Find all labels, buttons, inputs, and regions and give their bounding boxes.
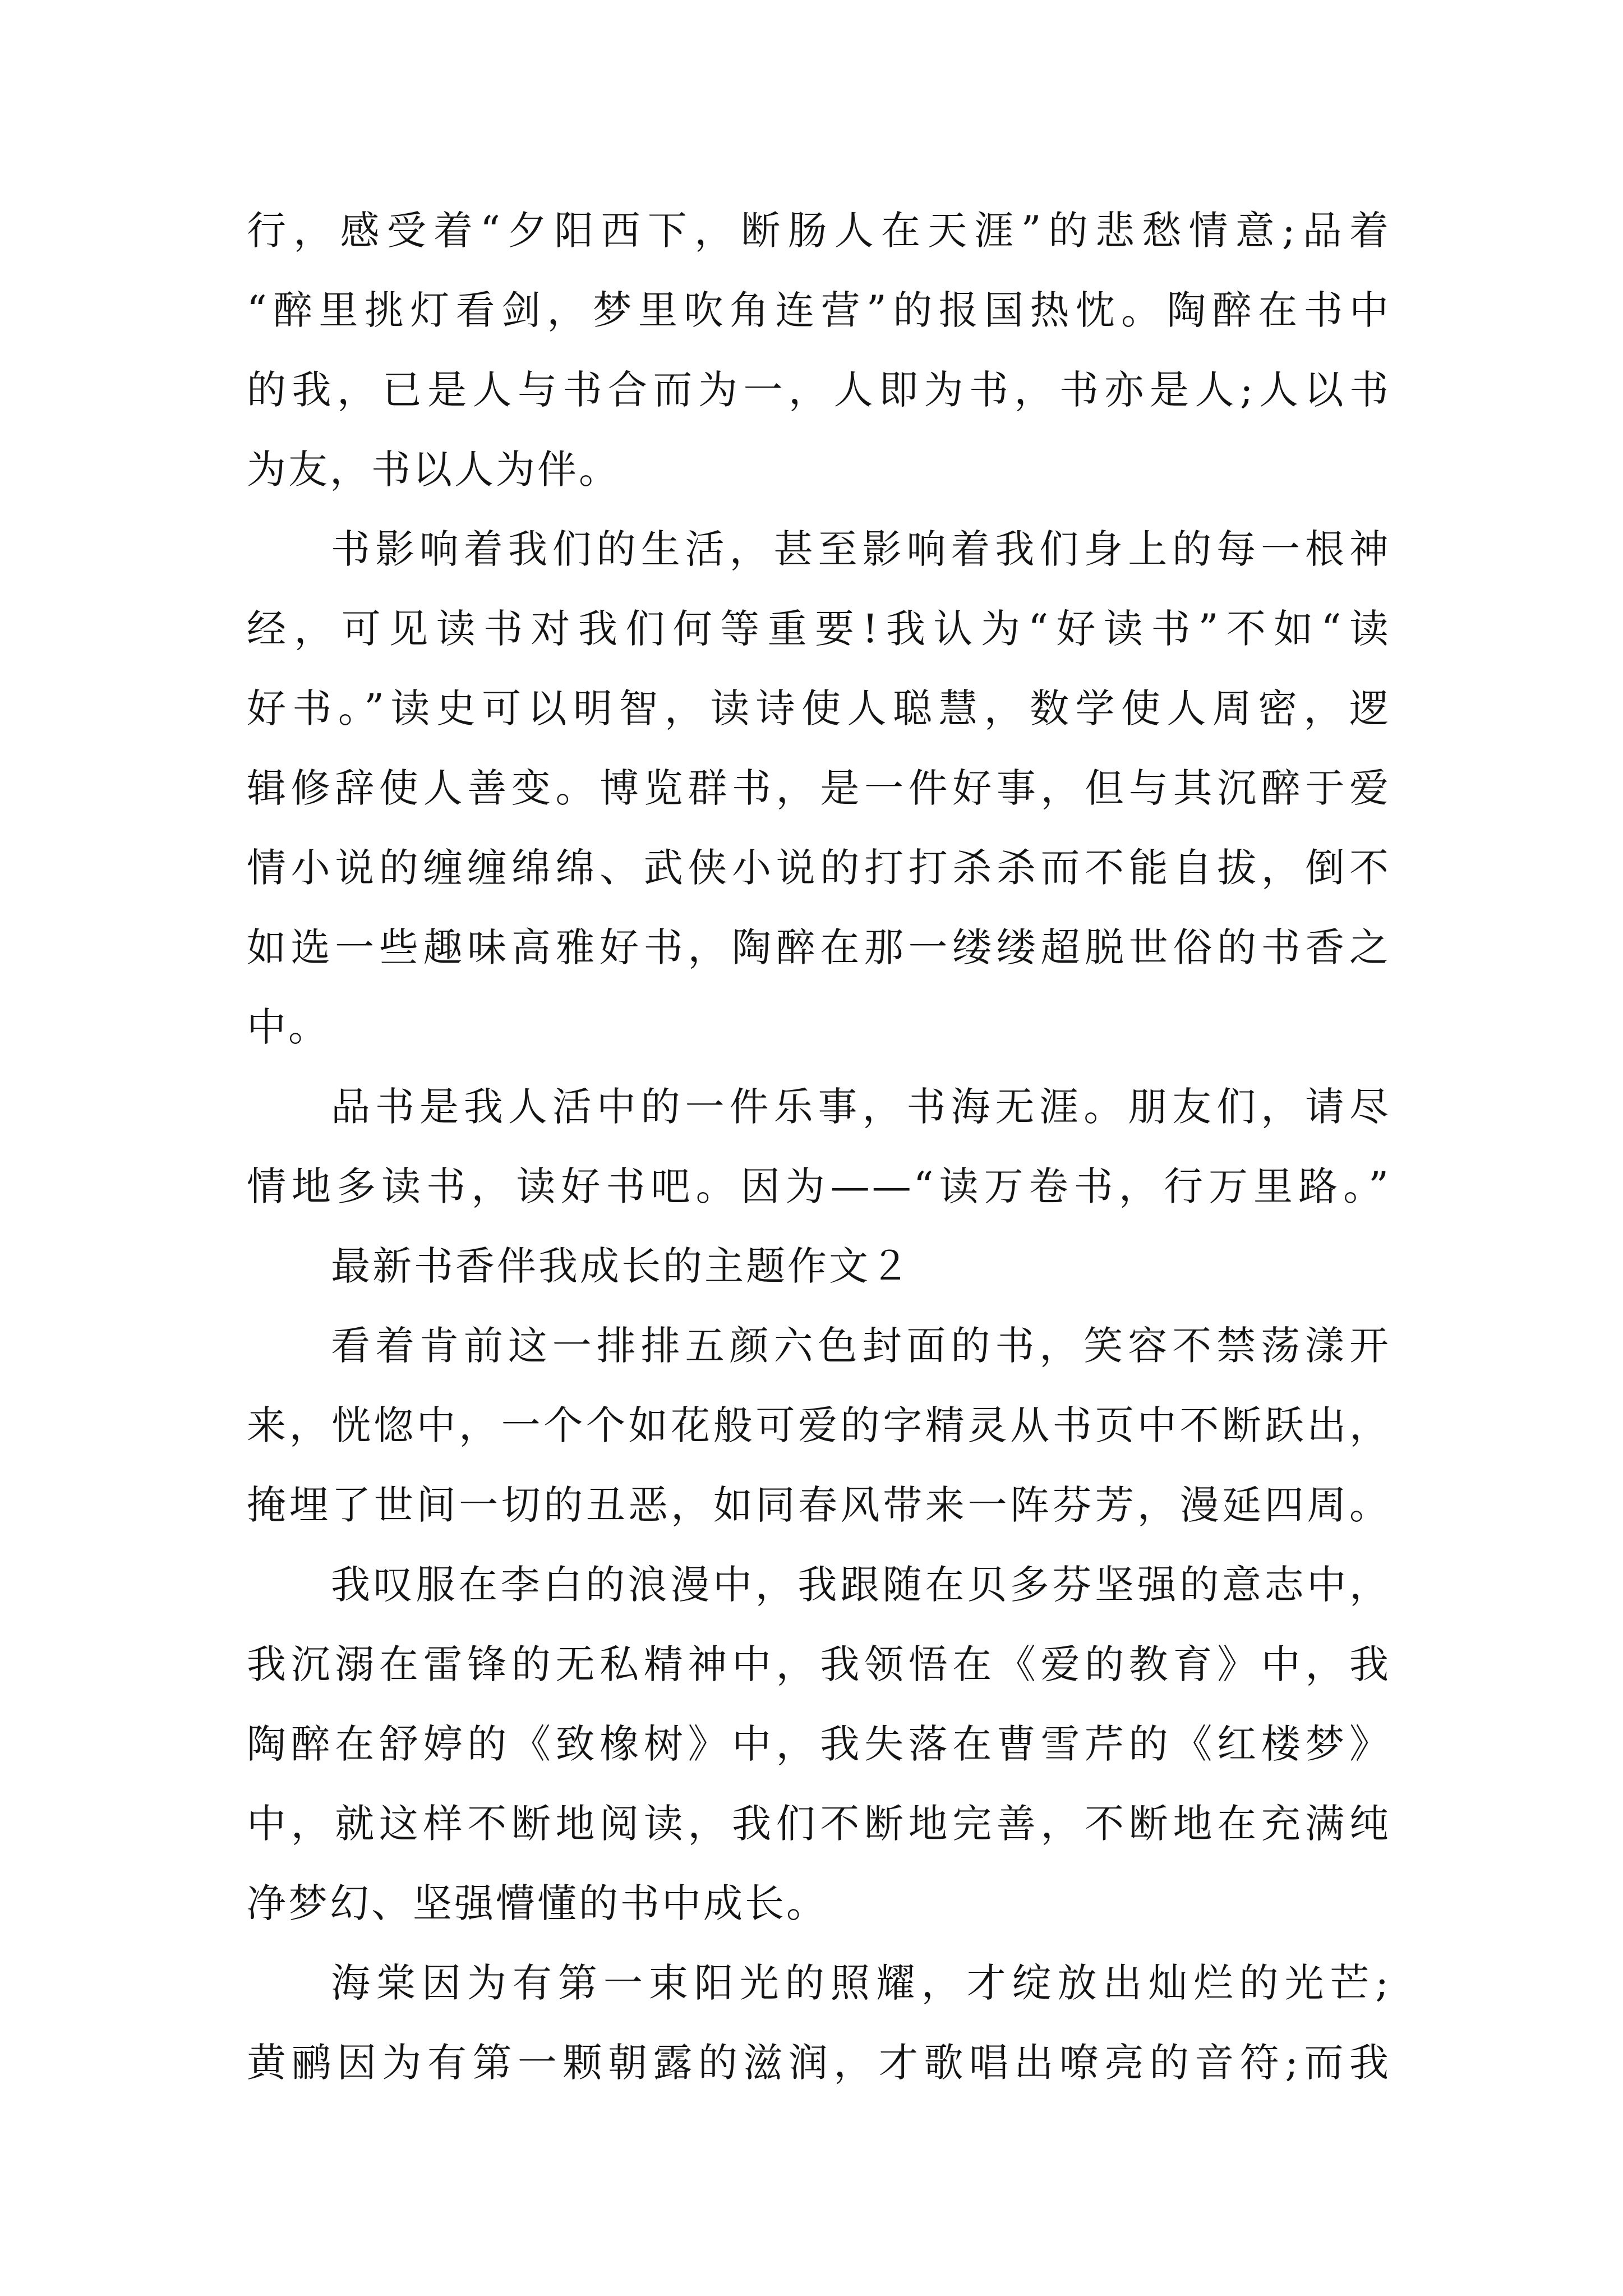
paragraph-line: 经，可见读书对我们何等重要!我认为“好读书”不如“读	[247, 606, 1391, 652]
paragraph-line: 海棠因为有第一束阳光的照耀，才绽放出灿烂的光芒;	[331, 1960, 1391, 2006]
paragraph-line: 的我，已是人与书合而为一，人即为书，书亦是人;人以书	[247, 367, 1391, 413]
paragraph-line: 品书是我人活中的一件乐事，书海无涯。朋友们，请尽	[331, 1084, 1391, 1130]
paragraph-line: 来，恍惚中，一个个如花般可爱的字精灵从书页中不断跃出，	[247, 1402, 1391, 1448]
paragraph-line: 我沉溺在雷锋的无私精神中，我领悟在《爱的教育》中，我	[247, 1641, 1391, 1687]
paragraph-line: 辑修辞使人善变。博览群书，是一件好事，但与其沉醉于爱	[247, 765, 1391, 811]
paragraph-line: 情小说的缠缠绵绵、武侠小说的打打杀杀而不能自拔，倒不	[247, 845, 1391, 891]
paragraph-line: 书影响着我们的生活，甚至影响着我们身上的每一根神	[331, 526, 1391, 572]
paragraph-line: 行，感受着“夕阳西下，断肠人在天涯”的悲愁情意;品着	[247, 208, 1391, 254]
paragraph-line: 黄鹂因为有第一颗朝露的滋润，才歌唱出嘹亮的音符;而我	[247, 2040, 1391, 2086]
paragraph-line: 看着肯前这一排排五颜六色封面的书，笑容不禁荡漾开	[331, 1323, 1391, 1369]
paragraph-line: 净梦幻、坚强懵懂的书中成长。	[247, 1880, 828, 1926]
paragraph-line: 如选一些趣味高雅好书，陶醉在那一缕缕超脱世俗的书香之	[247, 924, 1391, 970]
paragraph-line: 中，就这样不断地阅读，我们不断地完善，不断地在充满纯	[247, 1801, 1391, 1847]
paragraph-line: 掩埋了世间一切的丑恶，如同春风带来一阵芬芳，漫延四周。	[247, 1482, 1391, 1528]
paragraph-line: “醉里挑灯看剑，梦里吹角连营”的报国热忱。陶醉在书中	[247, 287, 1391, 333]
section-heading: 最新书香伴我成长的主题作文２	[331, 1243, 912, 1289]
paragraph-line: 好书。”读史可以明智，读诗使人聪慧，数学使人周密，逻	[247, 685, 1391, 731]
paragraph-line: 陶醉在舒婷的《致橡树》中，我失落在曹雪芹的《红楼梦》	[247, 1721, 1391, 1767]
paragraph-line: 情地多读书，读好书吧。因为——“读万卷书，行万里路。”	[247, 1163, 1391, 1209]
paragraph-line: 为友，书以人为伴。	[247, 447, 620, 493]
paragraph-line: 中。	[247, 1004, 330, 1050]
document-body	[247, 191, 1391, 2102]
paragraph-line: 我叹服在李白的浪漫中，我跟随在贝多芬坚强的意志中，	[331, 1562, 1391, 1608]
